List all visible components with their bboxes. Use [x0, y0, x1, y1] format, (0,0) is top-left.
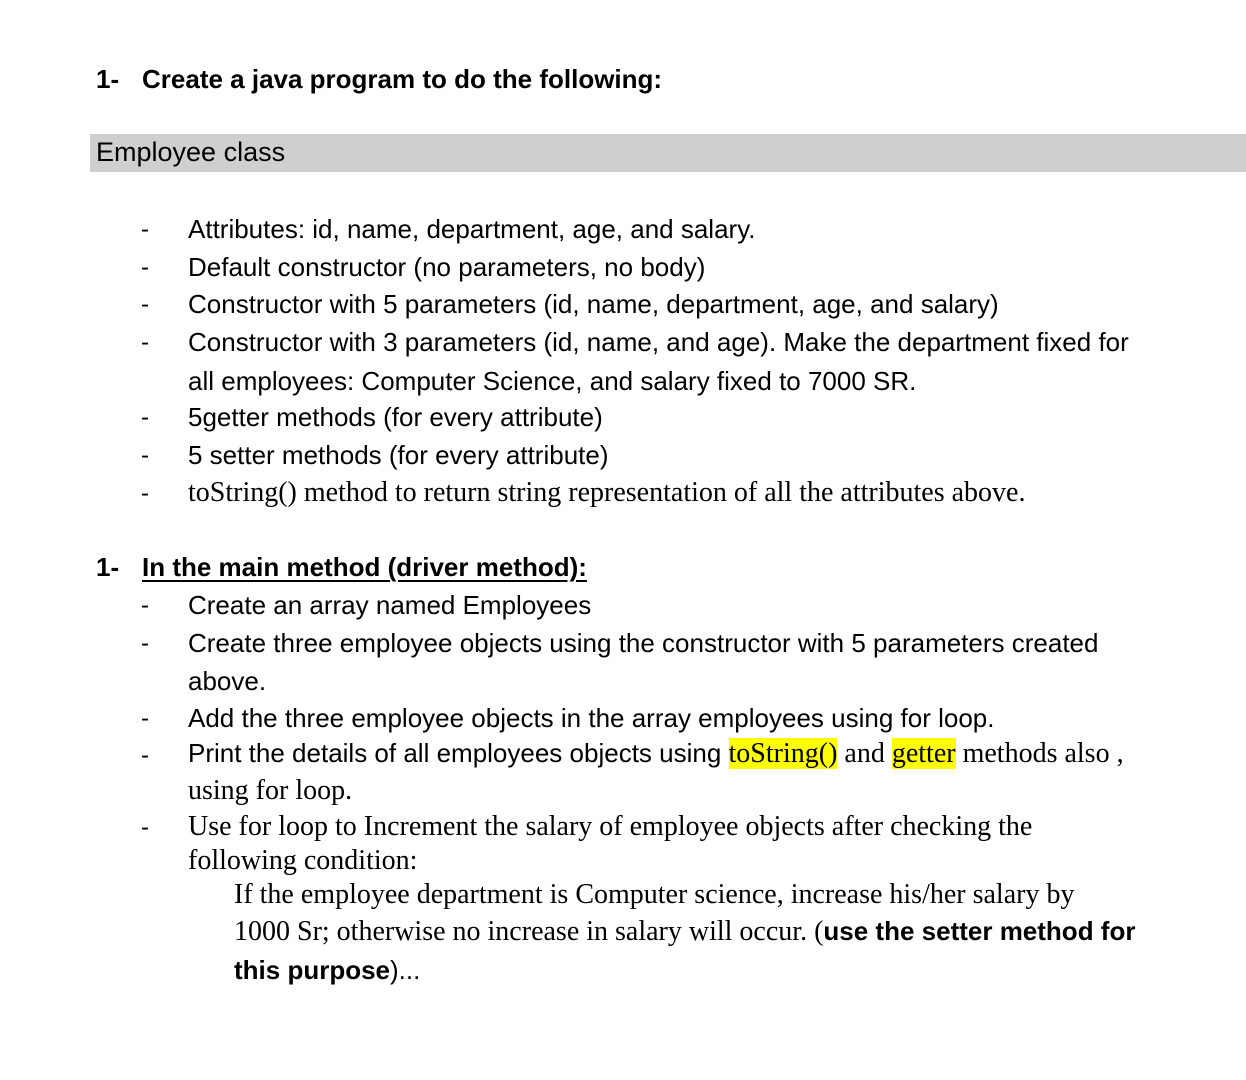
bullet-dash: -	[141, 404, 149, 431]
bullet-dash: -	[141, 291, 149, 318]
highlight-getter: getter	[891, 738, 956, 769]
list-item: Use for loop to Increment the salary of employee objects after checking the	[188, 811, 1033, 842]
bullet-dash: -	[141, 742, 149, 769]
condition-bold: this purpose	[234, 955, 391, 985]
bullet-dash: -	[141, 630, 149, 657]
bullet-dash: -	[141, 254, 149, 281]
print-prefix: Print the details of all employees objects using	[188, 738, 729, 768]
bullet-dash: -	[141, 216, 149, 243]
bullet-dash: -	[141, 329, 149, 356]
condition-bold: use the setter method for	[823, 916, 1136, 946]
list-item: 5 setter methods (for every attribute)	[188, 440, 609, 470]
section-1-title: Create a java program to do the following:	[142, 64, 663, 94]
highlight-tostring: toString()	[728, 738, 838, 769]
print-suffix: methods also ,	[955, 738, 1124, 769]
list-item-continuation: following condition:	[188, 845, 418, 876]
list-item-continuation: above.	[188, 666, 267, 696]
list-item: Attributes: id, name, department, age, and salary.	[188, 214, 756, 244]
list-item: Add the three employee objects in the array employees using for loop.	[188, 703, 995, 733]
section-2-number: 1-	[96, 552, 120, 582]
bullet-dash: -	[141, 814, 149, 841]
section-1-number: 1-	[96, 64, 120, 94]
list-item-continuation: using for loop.	[188, 775, 353, 806]
condition-line: If the employee department is Computer science, increase his/her salary by	[234, 879, 1075, 910]
list-item: 5getter methods (for every attribute)	[188, 402, 603, 432]
condition-line	[234, 916, 1135, 948]
list-item-print	[188, 738, 1124, 770]
print-mid: and	[837, 738, 892, 769]
condition-text: 1000 Sr; otherwise no increase in salary will occur. (	[234, 916, 824, 947]
bullet-dash: -	[141, 480, 149, 507]
bullet-dash: -	[141, 705, 149, 732]
list-item: Default constructor (no parameters, no body)	[188, 252, 706, 282]
list-item: Constructor with 5 parameters (id, name, department, age, and salary)	[188, 289, 999, 319]
list-item-continuation: all employees: Computer Science, and salary fixed to 7000 SR.	[188, 366, 917, 396]
condition-line	[234, 955, 420, 986]
list-item: Create three employee objects using the constructor with 5 parameters created	[188, 628, 1099, 658]
bullet-dash: -	[141, 442, 149, 469]
section-2-title: In the main method (driver method):	[142, 552, 587, 582]
condition-tail: )...	[390, 955, 421, 985]
list-item: Create an array named Employees	[188, 590, 592, 620]
bullet-dash: -	[141, 592, 149, 619]
list-item: Constructor with 3 parameters (id, name, and age). Make the department fixed for	[188, 327, 1129, 357]
employee-class-label: Employee class	[96, 137, 286, 167]
list-item: toString() method to return string representation of all the attributes above.	[188, 477, 1026, 508]
